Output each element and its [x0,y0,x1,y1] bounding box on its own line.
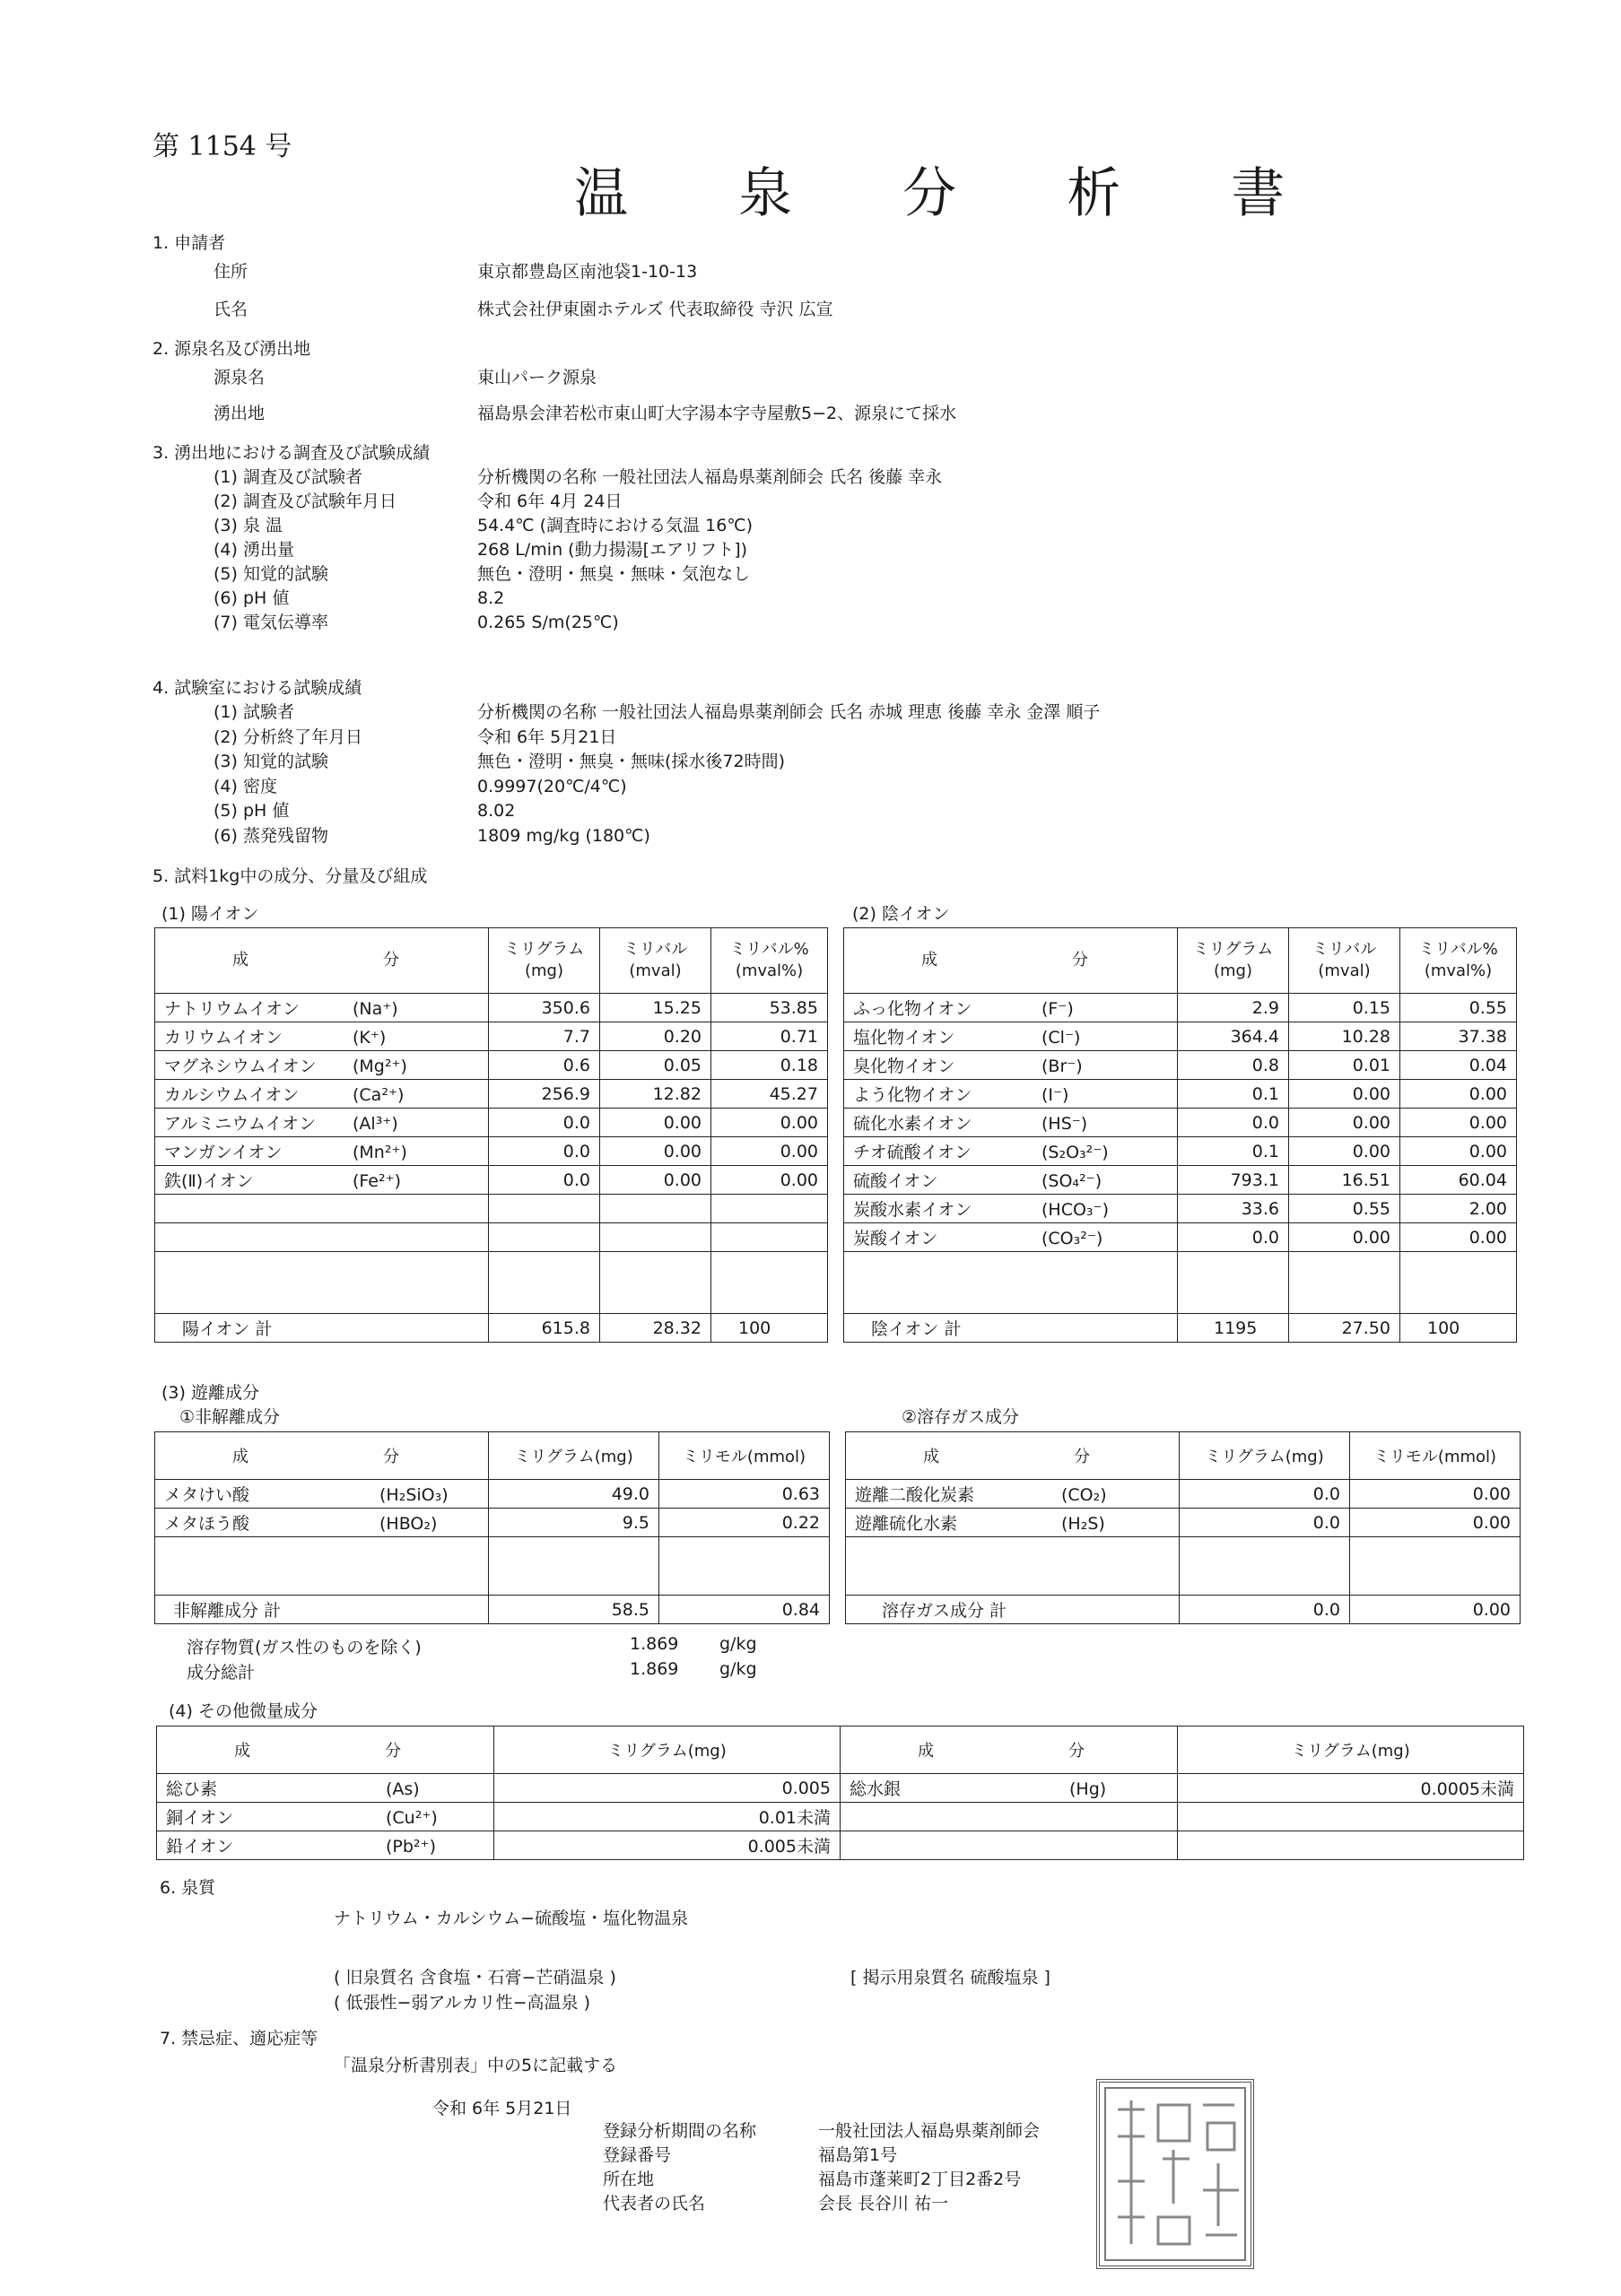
section-1-heading: 1. 申請者 [153,233,226,253]
table-row: 硫化水素イオン (HS⁻) 0.0 0.00 0.00 [844,1109,1517,1137]
footer-label: 登録番号 [603,2145,672,2165]
table-row: 遊離硫化水素 (H₂S) 0.0 0.00 [846,1509,1521,1537]
document-number: 第 1154 号 [153,131,292,162]
table-row-empty [155,1537,830,1596]
s3-item-value: 268 L/min (動力揚湯[エアリフト]) [477,540,748,560]
table-row: 炭酸イオン (CO₃²⁻) 0.0 0.00 0.00 [844,1223,1517,1252]
s4-item-label: (5) pH 値 [214,801,290,821]
section-5-heading: 5. 試料1kg中の成分、分量及び組成 [153,866,428,886]
section-3-values [477,465,942,635]
header-mg: ミリグラム(mg) [1180,1432,1350,1480]
s3-item-value: 令和 6年 4月 24日 [477,491,623,511]
spring-quality: ナトリウム・カルシウム−硫酸塩・塩化物温泉 [334,1909,689,1928]
table-row: カリウムイオン (K⁺) 7.7 0.20 0.71 [155,1022,828,1051]
table-row: 遊離二酸化炭素 (CO₂) 0.0 0.00 [846,1480,1521,1509]
s4-item-value: 8.02 [477,801,516,821]
footer-value: 福島第1号 [818,2145,898,2165]
s4-item-label: (1) 試験者 [214,702,294,722]
footer-label: 登録分析期間の名称 [603,2121,757,2141]
header-mmol: ミリモル(mmol) [1350,1432,1521,1480]
s4-item-value: 無色・澄明・無臭・無味(採水後72時間) [477,752,786,771]
section-4-heading: 4. 試験室における試験成績 [153,678,362,698]
table-row: チオ硫酸イオン (S₂O₃²⁻) 0.1 0.00 0.00 [844,1137,1517,1166]
table-row-empty [155,1223,828,1252]
footer-value: 福島市蓬莱町2丁目2番2号 [818,2170,1022,2189]
table-header-row [846,1432,1521,1480]
header-component: 成 分 [155,1432,489,1480]
total-unit: g/kg [719,1659,757,1679]
s3-item-value: 無色・澄明・無臭・無味・気泡なし [477,564,751,584]
s3-item-label: (1) 調査及び試験者 [214,467,362,487]
location-value: 福島県会津若松市東山町大字湯本字寺屋敷5−2、源泉にて採水 [477,404,957,423]
table-row: メタほう酸 (HBO₂) 9.5 0.22 [155,1509,830,1537]
table-row-empty [844,1252,1517,1314]
trace-caption: (4) その他微量成分 [169,1701,318,1721]
table-row: ナトリウムイオン (Na⁺) 350.6 15.25 53.85 [155,994,828,1022]
section-4-labels [214,700,362,848]
cation-table [154,927,828,1343]
dissolved-value: 1.869 [630,1634,679,1654]
s3-item-label: (2) 調査及び試験年月日 [214,491,397,511]
issue-date: 令和 6年 5月21日 [432,2099,572,2118]
section-2-heading: 2. 源泉名及び湧出地 [153,339,311,359]
address-label: 住所 [214,262,248,282]
name-value: 株式会社伊東園ホテルズ 代表取締役 寺沢 広宣 [477,300,833,319]
footer-label: 代表者の氏名 [603,2194,706,2213]
footer-label: 所在地 [603,2170,655,2189]
source-value: 東山パーク源泉 [477,368,597,387]
section-3-heading: 3. 湧出地における調査及び試験成績 [153,443,431,463]
table-row: マグネシウムイオン (Mg²⁺) 0.6 0.05 0.18 [155,1051,828,1080]
table-row: よう化物イオン (I⁻) 0.1 0.00 0.00 [844,1080,1517,1109]
s4-item-label: (3) 知覚的試験 [214,752,328,771]
dissolved-unit: g/kg [719,1634,757,1654]
s4-item-label: (2) 分析終了年月日 [214,726,362,747]
footer-value: 一般社団法人福島県薬剤師会 [818,2121,1041,2141]
section-3-labels [214,465,397,635]
header-mg: ミリグラム(mg) [494,1726,841,1774]
header-mg: ミリグラム(mg) [1178,1726,1524,1774]
anion-caption: (2) 陰イオン [852,904,950,924]
section-6-heading: 6. 泉質 [160,1878,216,1898]
free-sub1: ①非解離成分 [179,1407,281,1427]
s3-item-value: 54.4℃ (調査時における気温 16℃) [477,516,754,535]
indications-text: 「温泉分析書別表」中の5に記載する [334,2056,618,2075]
free-caption: (3) 遊離成分 [161,1383,259,1403]
dissolved-label: 溶存物質(ガス性のものを除く) [187,1638,422,1657]
table-total-row: 非解離成分 計 58.5 0.84 [155,1596,830,1624]
total-label: 成分総計 [187,1663,256,1683]
s4-item-label: (4) 密度 [214,776,277,796]
official-seal [1096,2079,1254,2269]
page-title: 温 泉 分 析 書 [574,162,1332,225]
nondissociated-table [154,1431,830,1624]
table-row: 銅イオン (Cu²⁺) 0.01未満 [157,1803,1524,1831]
table-header-row [155,928,828,994]
total-value: 1.869 [630,1659,679,1679]
source-label: 源泉名 [214,368,266,387]
table-total-row: 溶存ガス成分 計 0.0 0.00 [846,1596,1521,1624]
header-mg: ミリグラム (mg) [1178,928,1289,994]
cation-caption: (1) 陽イオン [161,904,259,924]
header-component: 成 分 [155,928,489,994]
header-component: 成 分 [157,1726,494,1774]
seal-icon [1100,2083,1251,2266]
table-total-row: 陽イオン 計 615.8 28.32 100 [155,1314,828,1343]
header-mval-pct: ミリバル% (mval%) [1400,928,1517,994]
anion-table [843,927,1517,1343]
table-row: 硫酸イオン (SO₄²⁻) 793.1 16.51 60.04 [844,1166,1517,1195]
free-sub2: ②溶存ガス成分 [902,1407,1020,1427]
footer-value: 会長 長谷川 祐一 [818,2194,949,2213]
table-header-row [157,1726,1524,1774]
s3-item-label: (4) 湧出量 [214,540,294,560]
s3-item-value: 8.2 [477,588,505,608]
header-mval-pct: ミリバル% (mval%) [711,928,828,994]
tonicity: ( 低張性−弱アルカリ性−高温泉 ) [334,1993,590,2013]
header-component: 成 分 [844,928,1178,994]
name-label: 氏名 [214,300,248,319]
header-mmol: ミリモル(mmol) [659,1432,830,1480]
table-row: カルシウムイオン (Ca²⁺) 256.9 12.82 45.27 [155,1080,828,1109]
header-component: 成 分 [846,1432,1180,1480]
s3-item-label: (3) 泉 温 [214,516,283,535]
location-label: 湧出地 [214,404,266,423]
header-mg: ミリグラム(mg) [489,1432,659,1480]
dissolved-gas-table [845,1431,1521,1624]
display-quality-name: [ 掲示用泉質名 硫酸塩泉 ] [850,1968,1050,1987]
table-row-empty [155,1252,828,1314]
table-row: マンガンイオン (Mn²⁺) 0.0 0.00 0.00 [155,1137,828,1166]
table-header-row [844,928,1517,994]
table-row: 塩化物イオン (Cl⁻) 364.4 10.28 37.38 [844,1022,1517,1051]
s3-item-label: (5) 知覚的試験 [214,564,328,584]
address-value: 東京都豊島区南池袋1-10-13 [477,262,698,282]
table-row: 鉄(Ⅱ)イオン (Fe²⁺) 0.0 0.00 0.00 [155,1166,828,1195]
table-total-row: 陰イオン 計 1195 27.50 100 [844,1314,1517,1343]
table-row: 総ひ素 (As) 0.005 総水銀 (Hg) 0.0005未満 [157,1774,1524,1803]
s4-item-value: 0.9997(20℃/4℃) [477,776,627,796]
table-row-empty [155,1195,828,1223]
table-row: 鉛イオン (Pb²⁺) 0.005未満 [157,1831,1524,1860]
header-mg: ミリグラム (mg) [489,928,600,994]
footer-labels [603,2119,756,2216]
table-row: メタけい酸 (H₂SiO₃) 49.0 0.63 [155,1480,830,1509]
s4-item-label: (6) 蒸発残留物 [214,825,328,846]
old-quality-name: ( 旧泉質名 含食塩・石膏−芒硝温泉 ) [334,1968,616,1987]
trace-table [156,1726,1524,1860]
header-component: 成 分 [841,1726,1178,1774]
s4-item-value: 1809 mg/kg (180℃) [477,825,650,846]
table-header-row [155,1432,830,1480]
table-row: 臭化物イオン (Br⁻) 0.8 0.01 0.04 [844,1051,1517,1080]
s3-item-value: 0.265 S/m(25℃) [477,613,619,632]
section-7-heading: 7. 禁忌症、適応症等 [160,2029,318,2048]
s3-item-label: (7) 電気伝導率 [214,613,328,632]
s4-item-value: 令和 6年 5月21日 [477,726,617,747]
table-row-empty [846,1537,1521,1596]
header-mval: ミリバル (mval) [600,928,711,994]
table-row: アルミニウムイオン (Al³⁺) 0.0 0.00 0.00 [155,1109,828,1137]
s3-item-value: 分析機関の名称 一般社団法人福島県薬剤師会 氏名 後藤 幸永 [477,467,943,487]
s3-item-label: (6) pH 値 [214,588,290,608]
s4-item-value: 分析機関の名称 一般社団法人福島県薬剤師会 氏名 赤城 理恵 後藤 幸永 金澤 順子 [477,702,1101,722]
section-4-values [477,700,1100,848]
table-row: ふっ化物イオン (F⁻) 2.9 0.15 0.55 [844,994,1517,1022]
footer-values [818,2119,1040,2216]
table-row: 炭酸水素イオン (HCO₃⁻) 33.6 0.55 2.00 [844,1195,1517,1223]
header-mval: ミリバル (mval) [1289,928,1400,994]
